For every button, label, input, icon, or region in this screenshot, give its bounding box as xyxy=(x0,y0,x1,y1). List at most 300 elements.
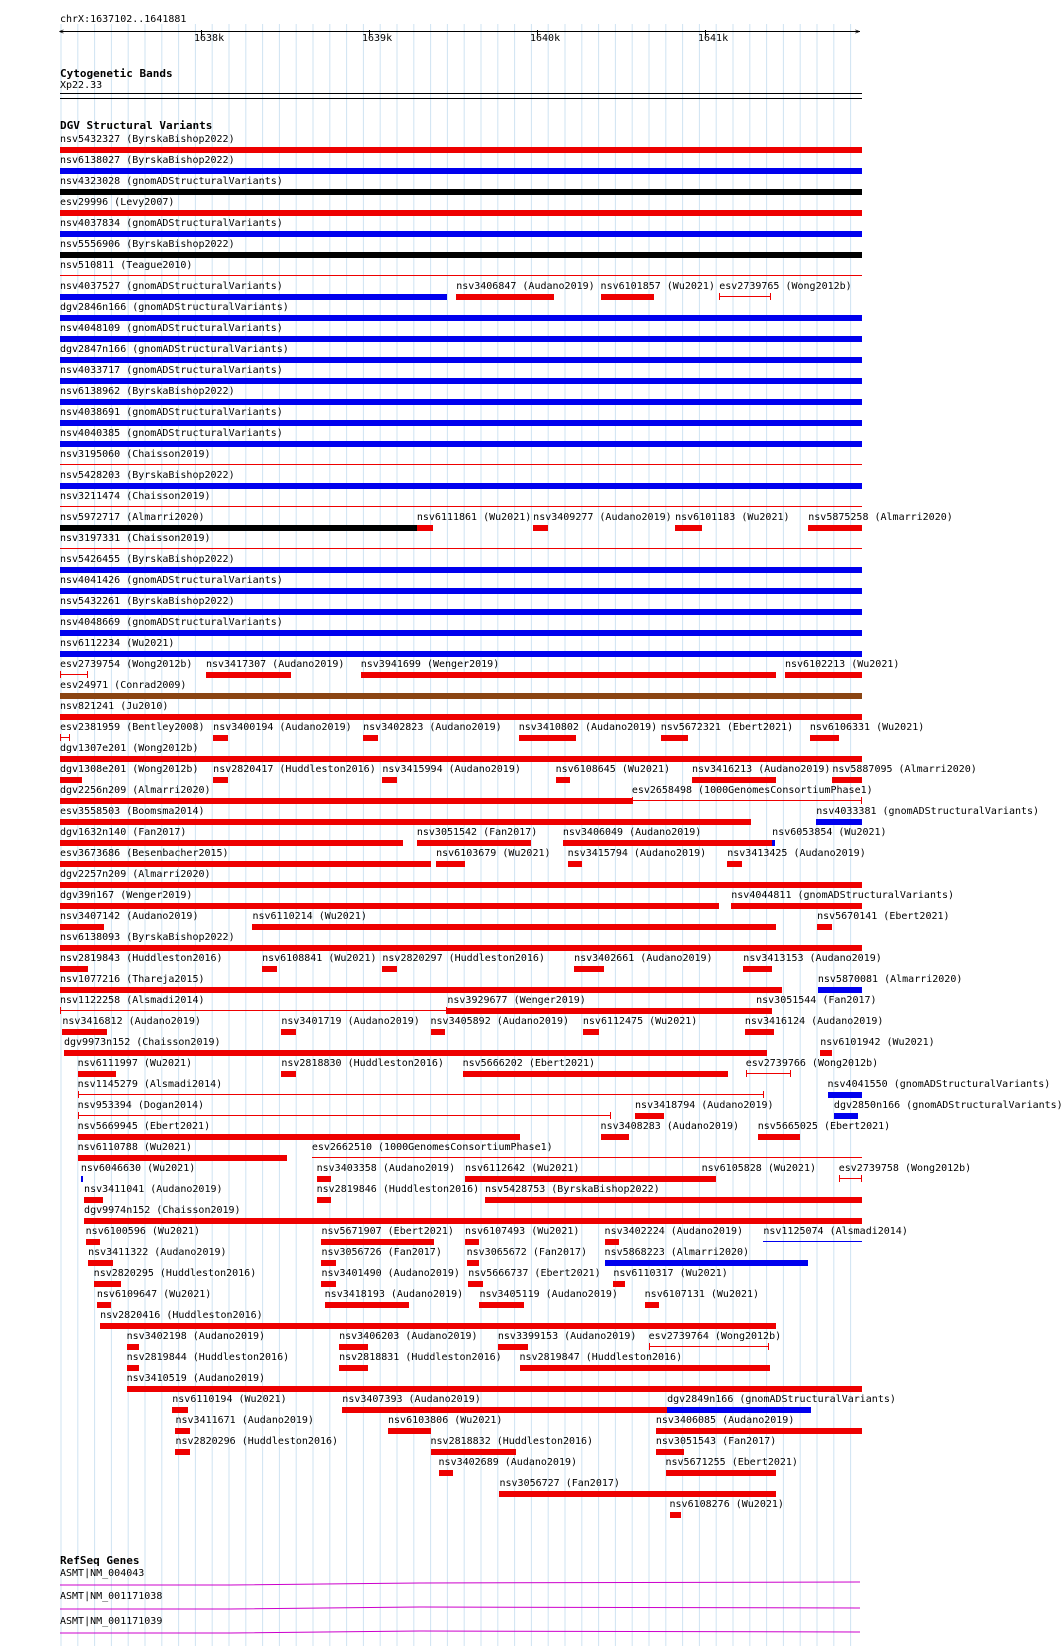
variant-label[interactable]: nsv3065672 (Fan2017) xyxy=(466,1247,588,1258)
variant-bar[interactable] xyxy=(281,1071,295,1077)
variant-label[interactable]: nsv4048669 (gnomADStructuralVariants) xyxy=(60,617,283,628)
variant-label[interactable]: nsv5671255 (Ebert2021) xyxy=(665,1457,798,1468)
variant-label[interactable]: nsv6107493 (Wu2021) xyxy=(465,1226,580,1237)
variant-label[interactable]: nsv5426455 (ByrskaBishop2022) xyxy=(60,554,235,565)
variant-label[interactable]: nsv3413425 (Audano2019) xyxy=(727,848,866,859)
variant-bar[interactable] xyxy=(820,1050,832,1056)
variant-bar[interactable] xyxy=(632,800,862,801)
variant-label[interactable]: nsv5672321 (Ebert2021) xyxy=(660,722,794,733)
variant-label[interactable]: nsv2820295 (Huddleston2016) xyxy=(93,1268,257,1279)
variant-bar[interactable] xyxy=(175,1449,189,1455)
variant-label[interactable]: nsv2819847 (Huddleston2016) xyxy=(519,1352,683,1363)
variant-bar[interactable] xyxy=(533,525,548,531)
variant-bar[interactable] xyxy=(60,315,862,321)
variant-label[interactable]: nsv3941699 (Wenger2019) xyxy=(360,659,500,670)
variant-bar[interactable] xyxy=(649,1346,769,1347)
variant-label[interactable]: nsv1145279 (Alsmadi2014) xyxy=(77,1079,223,1090)
variant-bar[interactable] xyxy=(262,966,276,972)
variant-bar[interactable] xyxy=(64,1050,767,1056)
variant-label[interactable]: nsv3051542 (Fan2017) xyxy=(416,827,538,838)
variant-label[interactable]: nsv6112475 (Wu2021) xyxy=(582,1016,698,1027)
gene-label-2[interactable]: ASMT|NM_001171038 xyxy=(60,1591,163,1602)
variant-bar[interactable] xyxy=(605,1260,809,1266)
variant-bar[interactable] xyxy=(520,1365,770,1371)
variant-bar[interactable] xyxy=(656,1449,684,1455)
variant-label[interactable]: nsv6109647 (Wu2021) xyxy=(96,1289,212,1300)
variant-bar[interactable] xyxy=(583,1029,599,1035)
variant-bar[interactable] xyxy=(175,1428,189,1434)
variant-bar[interactable] xyxy=(666,1470,777,1476)
variant-label[interactable]: nsv953394 (Dogan2014) xyxy=(77,1100,205,1111)
variant-bar[interactable] xyxy=(97,1302,111,1308)
variant-bar[interactable] xyxy=(60,882,862,888)
variant-bar[interactable] xyxy=(731,903,862,909)
variant-label[interactable]: nsv3409277 (Audano2019) xyxy=(533,512,672,523)
variant-label[interactable]: nsv6103806 (Wu2021) xyxy=(388,1415,503,1426)
variant-label[interactable]: nsv2820416 (Huddleston2016) xyxy=(100,1310,263,1321)
variant-label[interactable]: nsv5432327 (ByrskaBishop2022) xyxy=(60,134,235,145)
variant-bar[interactable] xyxy=(60,630,862,636)
variant-label[interactable]: nsv3195060 (Chaisson2019) xyxy=(60,449,211,460)
variant-bar[interactable] xyxy=(456,294,554,300)
variant-label[interactable]: dgv2846n166 (gnomADStructuralVariants) xyxy=(60,302,289,313)
variant-bar[interactable] xyxy=(60,924,104,930)
variant-bar[interactable] xyxy=(808,525,862,531)
variant-label[interactable]: nsv3402224 (Audano2019) xyxy=(604,1226,744,1237)
variant-label[interactable]: nsv3411671 (Audano2019) xyxy=(175,1415,314,1426)
variant-bar[interactable] xyxy=(692,777,776,783)
variant-bar[interactable] xyxy=(388,1428,431,1434)
variant-label[interactable]: esv29996 (Levy2007) xyxy=(60,197,175,208)
variant-bar[interactable] xyxy=(498,1344,528,1350)
variant-bar[interactable] xyxy=(60,147,862,153)
variant-bar[interactable] xyxy=(727,861,741,867)
variant-label[interactable]: nsv5972717 (Almarri2020) xyxy=(60,512,205,523)
variant-label[interactable]: dgv2850n166 (gnomADStructuralVariants) xyxy=(833,1100,1063,1111)
variant-label[interactable]: nsv4038691 (gnomADStructuralVariants) xyxy=(60,407,283,418)
variant-label[interactable]: nsv3411041 (Audano2019) xyxy=(84,1184,223,1195)
variant-label[interactable]: nsv5556906 (ByrskaBishop2022) xyxy=(60,239,235,250)
variant-label[interactable]: nsv3406049 (Audano2019) xyxy=(562,827,702,838)
variant-bar[interactable] xyxy=(60,609,862,615)
variant-bar[interactable] xyxy=(60,357,862,363)
variant-label[interactable]: nsv6111997 (Wu2021) xyxy=(77,1058,193,1069)
variant-bar[interactable] xyxy=(317,1176,331,1182)
variant-label[interactable]: nsv3415994 (Audano2019) xyxy=(382,764,521,775)
variant-label[interactable]: nsv3056727 (Fan2017) xyxy=(499,1478,620,1489)
variant-label[interactable]: nsv3400194 (Audano2019) xyxy=(213,722,352,733)
variant-bar[interactable] xyxy=(563,840,772,846)
variant-bar[interactable] xyxy=(60,945,862,951)
variant-label[interactable]: nsv3403358 (Audano2019) xyxy=(316,1163,456,1174)
variant-label[interactable]: nsv821241 (Ju2010) xyxy=(60,701,169,712)
variant-label[interactable]: nsv6138093 (ByrskaBishop2022) xyxy=(60,932,235,943)
variant-label[interactable]: nsv510811 (Teague2010) xyxy=(60,260,193,271)
variant-label[interactable]: nsv3406847 (Audano2019) xyxy=(456,281,595,292)
variant-label[interactable]: nsv3051543 (Fan2017) xyxy=(655,1436,777,1447)
variant-bar[interactable] xyxy=(78,1115,611,1116)
variant-label[interactable]: nsv3418794 (Audano2019) xyxy=(635,1100,774,1111)
variant-bar[interactable] xyxy=(213,735,227,741)
variant-label[interactable]: dgv2257n209 (Almarri2020) xyxy=(60,869,211,880)
variant-bar[interactable] xyxy=(818,987,862,993)
variant-label[interactable]: nsv1122258 (Alsmadi2014) xyxy=(60,995,205,1006)
variant-label[interactable]: nsv5666737 (Ebert2021) xyxy=(468,1268,601,1279)
variant-label[interactable]: nsv6106331 (Wu2021) xyxy=(809,722,925,733)
variant-label[interactable]: esv2739766 (Wong2012b) xyxy=(745,1058,879,1069)
variant-bar[interactable] xyxy=(60,210,862,216)
variant-bar[interactable] xyxy=(670,1512,681,1518)
variant-bar[interactable] xyxy=(667,1407,811,1413)
variant-bar[interactable] xyxy=(675,525,701,531)
variant-bar[interactable] xyxy=(763,1241,862,1242)
variant-label[interactable]: nsv5665025 (Ebert2021) xyxy=(757,1121,891,1132)
variant-label[interactable]: nsv5428753 (ByrskaBishop2022) xyxy=(485,1184,660,1195)
variant-bar[interactable] xyxy=(60,420,862,426)
variant-label[interactable]: nsv2818832 (Huddleston2016) xyxy=(430,1436,594,1447)
variant-bar[interactable] xyxy=(94,1281,121,1287)
variant-label[interactable]: nsv3416213 (Audano2019) xyxy=(691,764,831,775)
variant-bar[interactable] xyxy=(127,1365,140,1371)
variant-label[interactable]: nsv3417307 (Audano2019) xyxy=(205,659,345,670)
variant-label[interactable]: nsv1125074 (Alsmadi2014) xyxy=(763,1226,908,1237)
variant-bar[interactable] xyxy=(431,1449,516,1455)
variant-label[interactable]: nsv3051544 (Fan2017) xyxy=(756,995,877,1006)
variant-label[interactable]: dgv1632n140 (Fan2017) xyxy=(60,827,187,838)
variant-label[interactable]: nsv2818830 (Huddleston2016) xyxy=(281,1058,444,1069)
variant-bar[interactable] xyxy=(312,1157,862,1158)
variant-label[interactable]: esv2662510 (1000GenomesConsortiumPhase1) xyxy=(311,1142,553,1153)
gene-label-1[interactable]: ASMT|NM_004043 xyxy=(60,1568,145,1579)
variant-bar[interactable] xyxy=(719,296,770,297)
variant-label[interactable]: nsv3197331 (Chaisson2019) xyxy=(60,533,211,544)
variant-label[interactable]: dgv1308e201 (Wong2012b) xyxy=(60,764,199,775)
variant-label[interactable]: nsv5870081 (Almarri2020) xyxy=(817,974,963,985)
variant-label[interactable]: nsv5670141 (Ebert2021) xyxy=(817,911,950,922)
variant-bar[interactable] xyxy=(382,777,396,783)
variant-bar[interactable] xyxy=(601,294,655,300)
variant-bar[interactable] xyxy=(60,777,82,783)
variant-bar[interactable] xyxy=(745,1029,774,1035)
gene-label-3[interactable]: ASMT|NM_001171039 xyxy=(60,1616,163,1627)
variant-bar[interactable] xyxy=(645,1302,659,1308)
variant-label[interactable]: nsv3410519 (Audano2019) xyxy=(126,1373,266,1384)
variant-label[interactable]: nsv6138962 (ByrskaBishop2022) xyxy=(60,386,235,397)
variant-label[interactable]: nsv2820296 (Huddleston2016) xyxy=(175,1436,339,1447)
variant-label[interactable]: nsv1077216 (Thareja2015) xyxy=(60,974,205,985)
variant-label[interactable]: nsv4041550 (gnomADStructuralVariants) xyxy=(827,1079,1051,1090)
variant-label[interactable]: nsv3413153 (Audano2019) xyxy=(743,953,882,964)
variant-label[interactable]: nsv5887095 (Almarri2020) xyxy=(832,764,977,775)
variant-bar[interactable] xyxy=(339,1344,368,1350)
variant-label[interactable]: nsv5669945 (Ebert2021) xyxy=(77,1121,211,1132)
variant-bar[interactable] xyxy=(361,672,776,678)
variant-label[interactable]: nsv5671907 (Ebert2021) xyxy=(321,1226,454,1237)
variant-label[interactable]: esv24971 (Conrad2009) xyxy=(60,680,187,691)
variant-bar[interactable] xyxy=(417,840,531,846)
variant-label[interactable]: nsv3405119 (Audano2019) xyxy=(479,1289,618,1300)
variant-label[interactable]: nsv3399153 (Audano2019) xyxy=(497,1331,637,1342)
variant-label[interactable]: nsv3406085 (Audano2019) xyxy=(655,1415,795,1426)
variant-label[interactable]: nsv2818831 (Huddleston2016) xyxy=(339,1352,502,1363)
variant-bar[interactable] xyxy=(832,777,862,783)
variant-bar[interactable] xyxy=(817,924,831,930)
variant-label[interactable]: nsv3411322 (Audano2019) xyxy=(88,1247,227,1258)
variant-bar[interactable] xyxy=(635,1113,664,1119)
variant-bar[interactable] xyxy=(60,1010,447,1011)
variant-label[interactable]: nsv3415794 (Audano2019) xyxy=(567,848,707,859)
variant-label[interactable]: nsv4323028 (gnomADStructuralVariants) xyxy=(60,176,283,187)
variant-bar[interactable] xyxy=(702,1176,716,1182)
variant-bar[interactable] xyxy=(78,1071,116,1077)
variant-label[interactable]: nsv6107131 (Wu2021) xyxy=(644,1289,760,1300)
variant-bar[interactable] xyxy=(60,756,862,762)
variant-label[interactable]: nsv3929677 (Wenger2019) xyxy=(447,995,586,1006)
variant-label[interactable]: nsv3410802 (Audano2019) xyxy=(518,722,658,733)
variant-bar[interactable] xyxy=(785,672,862,678)
variant-label[interactable]: nsv3401490 (Audano2019) xyxy=(321,1268,460,1279)
variant-bar[interactable] xyxy=(363,735,377,741)
variant-label[interactable]: nsv5868223 (Almarri2020) xyxy=(604,1247,750,1258)
variant-bar[interactable] xyxy=(60,506,862,507)
variant-bar[interactable] xyxy=(447,1008,756,1014)
variant-bar[interactable] xyxy=(127,1344,140,1350)
variant-bar[interactable] xyxy=(252,924,776,930)
variant-label[interactable]: nsv5666202 (Ebert2021) xyxy=(462,1058,596,1069)
variant-label[interactable]: nsv3405892 (Audano2019) xyxy=(430,1016,569,1027)
variant-bar[interactable] xyxy=(62,1029,106,1035)
variant-bar[interactable] xyxy=(60,798,632,804)
variant-label[interactable]: esv2658498 (1000GenomesConsortiumPhase1) xyxy=(631,785,873,796)
variant-bar[interactable] xyxy=(325,1302,409,1308)
variant-bar[interactable] xyxy=(816,819,862,825)
variant-bar[interactable] xyxy=(810,735,839,741)
variant-bar[interactable] xyxy=(321,1260,335,1266)
variant-bar[interactable] xyxy=(839,1178,862,1179)
variant-label[interactable]: nsv6110788 (Wu2021) xyxy=(77,1142,193,1153)
variant-bar[interactable] xyxy=(60,651,862,657)
variant-bar[interactable] xyxy=(60,903,719,909)
variant-label[interactable]: nsv6108276 (Wu2021) xyxy=(669,1499,784,1510)
variant-label[interactable]: nsv4044811 (gnomADStructuralVariants) xyxy=(731,890,955,901)
variant-label[interactable]: nsv2820417 (Huddleston2016) xyxy=(213,764,376,775)
variant-bar[interactable] xyxy=(60,336,862,342)
variant-bar[interactable] xyxy=(60,966,88,972)
variant-bar[interactable] xyxy=(479,1302,523,1308)
variant-label[interactable]: nsv6108645 (Wu2021) xyxy=(555,764,671,775)
variant-bar[interactable] xyxy=(499,1491,776,1497)
variant-label[interactable]: nsv6111861 (Wu2021) xyxy=(416,512,532,523)
variant-label[interactable]: nsv6102213 (Wu2021) xyxy=(785,659,900,670)
variant-bar[interactable] xyxy=(60,840,403,846)
variant-bar[interactable] xyxy=(60,819,751,825)
variant-label[interactable]: nsv6108841 (Wu2021) xyxy=(262,953,377,964)
variant-bar[interactable] xyxy=(84,1197,103,1203)
variant-label[interactable]: nsv6046630 (Wu2021) xyxy=(80,1163,196,1174)
variant-label[interactable]: dgv2849n166 (gnomADStructuralVariants) xyxy=(667,1394,896,1405)
variant-label[interactable]: dgv2256n209 (Almarri2020) xyxy=(60,785,211,796)
variant-bar[interactable] xyxy=(431,1029,445,1035)
variant-bar[interactable] xyxy=(213,777,227,783)
variant-label[interactable]: nsv6112642 (Wu2021) xyxy=(465,1163,580,1174)
variant-bar[interactable] xyxy=(756,1008,772,1014)
variant-bar[interactable] xyxy=(743,966,772,972)
variant-bar[interactable] xyxy=(439,1470,453,1476)
variant-bar[interactable] xyxy=(661,735,688,741)
variant-bar[interactable] xyxy=(468,1281,483,1287)
variant-bar[interactable] xyxy=(60,548,862,549)
variant-bar[interactable] xyxy=(465,1239,479,1245)
variant-bar[interactable] xyxy=(568,861,582,867)
variant-label[interactable]: nsv6110214 (Wu2021) xyxy=(252,911,367,922)
variant-bar[interactable] xyxy=(465,1176,702,1182)
variant-bar[interactable] xyxy=(556,777,570,783)
variant-label[interactable]: nsv3416124 (Audano2019) xyxy=(744,1016,884,1027)
variant-label[interactable]: nsv3401719 (Audano2019) xyxy=(281,1016,420,1027)
variant-bar[interactable] xyxy=(60,399,862,405)
variant-bar[interactable] xyxy=(519,735,576,741)
variant-bar[interactable] xyxy=(601,1134,630,1140)
variant-bar[interactable] xyxy=(281,1029,295,1035)
variant-label[interactable]: esv2739764 (Wong2012b) xyxy=(648,1331,782,1342)
variant-bar[interactable] xyxy=(656,1428,862,1434)
variant-label[interactable]: nsv2819846 (Huddleston2016) xyxy=(316,1184,480,1195)
variant-bar[interactable] xyxy=(574,966,604,972)
variant-label[interactable]: nsv4037527 (gnomADStructuralVariants) xyxy=(60,281,283,292)
variant-label[interactable]: dgv9974n152 (Chaisson2019) xyxy=(84,1205,241,1216)
variant-bar[interactable] xyxy=(78,1155,287,1161)
variant-label[interactable]: nsv5432261 (ByrskaBishop2022) xyxy=(60,596,235,607)
variant-bar[interactable] xyxy=(60,464,862,465)
variant-label[interactable]: nsv4041426 (gnomADStructuralVariants) xyxy=(60,575,283,586)
variant-bar[interactable] xyxy=(127,1386,862,1392)
variant-label[interactable]: nsv4040385 (gnomADStructuralVariants) xyxy=(60,428,283,439)
variant-bar[interactable] xyxy=(613,1281,625,1287)
variant-label[interactable]: nsv3418193 (Audano2019) xyxy=(324,1289,464,1300)
variant-bar[interactable] xyxy=(60,231,862,237)
variant-label[interactable]: esv2381959 (Bentley2008) xyxy=(60,722,205,733)
variant-label[interactable]: nsv6105828 (Wu2021) xyxy=(701,1163,816,1174)
variant-bar[interactable] xyxy=(172,1407,188,1413)
variant-label[interactable]: nsv2819844 (Huddleston2016) xyxy=(126,1352,290,1363)
variant-bar[interactable] xyxy=(772,840,774,846)
variant-bar[interactable] xyxy=(60,189,862,195)
variant-bar[interactable] xyxy=(60,567,862,573)
variant-bar[interactable] xyxy=(78,1134,520,1140)
variant-bar[interactable] xyxy=(60,275,862,276)
variant-label[interactable]: dgv2847n166 (gnomADStructuralVariants) xyxy=(60,344,289,355)
variant-bar[interactable] xyxy=(60,861,431,867)
variant-bar[interactable] xyxy=(81,1176,83,1182)
variant-bar[interactable] xyxy=(60,252,862,258)
variant-label[interactable]: dgv39n167 (Wenger2019) xyxy=(60,890,193,901)
variant-label[interactable]: nsv6101857 (Wu2021) xyxy=(600,281,715,292)
variant-label[interactable]: nsv4033381 (gnomADStructuralVariants) xyxy=(816,806,1040,817)
variant-label[interactable]: nsv3407393 (Audano2019) xyxy=(342,1394,481,1405)
variant-label[interactable]: nsv3402823 (Audano2019) xyxy=(363,722,502,733)
variant-bar[interactable] xyxy=(60,588,862,594)
variant-bar[interactable] xyxy=(60,483,862,489)
gene-models[interactable] xyxy=(0,1575,890,1646)
variant-bar[interactable] xyxy=(60,693,862,699)
variant-label[interactable]: nsv6103679 (Wu2021) xyxy=(436,848,551,859)
variant-label[interactable]: dgv1307e201 (Wong2012b) xyxy=(60,743,199,754)
variant-label[interactable]: nsv6138027 (ByrskaBishop2022) xyxy=(60,155,235,166)
variant-bar[interactable] xyxy=(758,1134,801,1140)
variant-bar[interactable] xyxy=(746,1073,792,1074)
variant-label[interactable]: esv3673686 (Besenbacher2015) xyxy=(60,848,229,859)
variant-bar[interactable] xyxy=(100,1323,776,1329)
variant-bar[interactable] xyxy=(342,1407,667,1413)
variant-bar[interactable] xyxy=(84,1218,862,1224)
variant-bar[interactable] xyxy=(60,525,417,531)
variant-bar[interactable] xyxy=(605,1239,619,1245)
variant-bar[interactable] xyxy=(78,1094,765,1095)
variant-label[interactable]: nsv6110194 (Wu2021) xyxy=(172,1394,287,1405)
variant-label[interactable]: nsv3406203 (Audano2019) xyxy=(339,1331,478,1342)
variant-label[interactable]: nsv4033717 (gnomADStructuralVariants) xyxy=(60,365,283,376)
variant-bar[interactable] xyxy=(60,441,862,447)
variant-bar[interactable] xyxy=(60,714,862,720)
variant-label[interactable]: nsv6110317 (Wu2021) xyxy=(613,1268,728,1279)
variant-label[interactable]: nsv2819843 (Huddleston2016) xyxy=(60,953,223,964)
variant-label[interactable]: esv3558503 (Boomsma2014) xyxy=(60,806,205,817)
variant-label[interactable]: nsv3407142 (Audano2019) xyxy=(60,911,199,922)
variant-label[interactable]: nsv2820297 (Huddleston2016) xyxy=(382,953,545,964)
variant-bar[interactable] xyxy=(60,378,862,384)
variant-bar[interactable] xyxy=(467,1260,479,1266)
variant-bar[interactable] xyxy=(436,861,465,867)
variant-bar[interactable] xyxy=(417,525,433,531)
variant-label[interactable]: nsv3402198 (Audano2019) xyxy=(126,1331,266,1342)
variant-label[interactable]: nsv6112234 (Wu2021) xyxy=(60,638,175,649)
variant-bar[interactable] xyxy=(382,966,396,972)
variant-label[interactable]: nsv6101183 (Wu2021) xyxy=(675,512,790,523)
variant-bar[interactable] xyxy=(60,168,862,174)
variant-bar[interactable] xyxy=(60,737,70,738)
variant-bar[interactable] xyxy=(321,1239,433,1245)
variant-label[interactable]: nsv6053854 (Wu2021) xyxy=(772,827,887,838)
variant-bar[interactable] xyxy=(206,672,291,678)
variant-label[interactable]: nsv3408283 (Audano2019) xyxy=(600,1121,740,1132)
variant-bar[interactable] xyxy=(88,1260,113,1266)
variant-bar[interactable] xyxy=(321,1281,335,1287)
variant-bar[interactable] xyxy=(828,1092,862,1098)
variant-label[interactable]: nsv3402689 (Audano2019) xyxy=(438,1457,578,1468)
variant-label[interactable]: esv2739754 (Wong2012b) xyxy=(60,659,193,670)
variant-label[interactable]: esv2739758 (Wong2012b) xyxy=(838,1163,972,1174)
variant-bar[interactable] xyxy=(86,1239,100,1245)
variant-label[interactable]: nsv4048109 (gnomADStructuralVariants) xyxy=(60,323,283,334)
variant-label[interactable]: nsv6100596 (Wu2021) xyxy=(85,1226,201,1237)
variant-label[interactable]: nsv5428203 (ByrskaBishop2022) xyxy=(60,470,235,481)
variant-bar[interactable] xyxy=(60,987,782,993)
variant-label[interactable]: nsv3211474 (Chaisson2019) xyxy=(60,491,211,502)
variant-label[interactable]: nsv4037834 (gnomADStructuralVariants) xyxy=(60,218,283,229)
variant-bar[interactable] xyxy=(463,1071,728,1077)
variant-label[interactable]: nsv3402661 (Audano2019) xyxy=(574,953,713,964)
variant-bar[interactable] xyxy=(834,1113,858,1119)
variant-label[interactable]: nsv3056726 (Fan2017) xyxy=(321,1247,442,1258)
variant-bar[interactable] xyxy=(60,294,447,300)
variant-label[interactable]: esv2739765 (Wong2012b) xyxy=(719,281,852,292)
variant-label[interactable]: dgv9973n152 (Chaisson2019) xyxy=(64,1037,221,1048)
variant-label[interactable]: nsv3416812 (Audano2019) xyxy=(62,1016,201,1027)
variant-bar[interactable] xyxy=(339,1365,368,1371)
variant-label[interactable]: nsv5875258 (Almarri2020) xyxy=(808,512,953,523)
variant-bar[interactable] xyxy=(317,1197,331,1203)
variant-label[interactable]: nsv6101942 (Wu2021) xyxy=(820,1037,935,1048)
